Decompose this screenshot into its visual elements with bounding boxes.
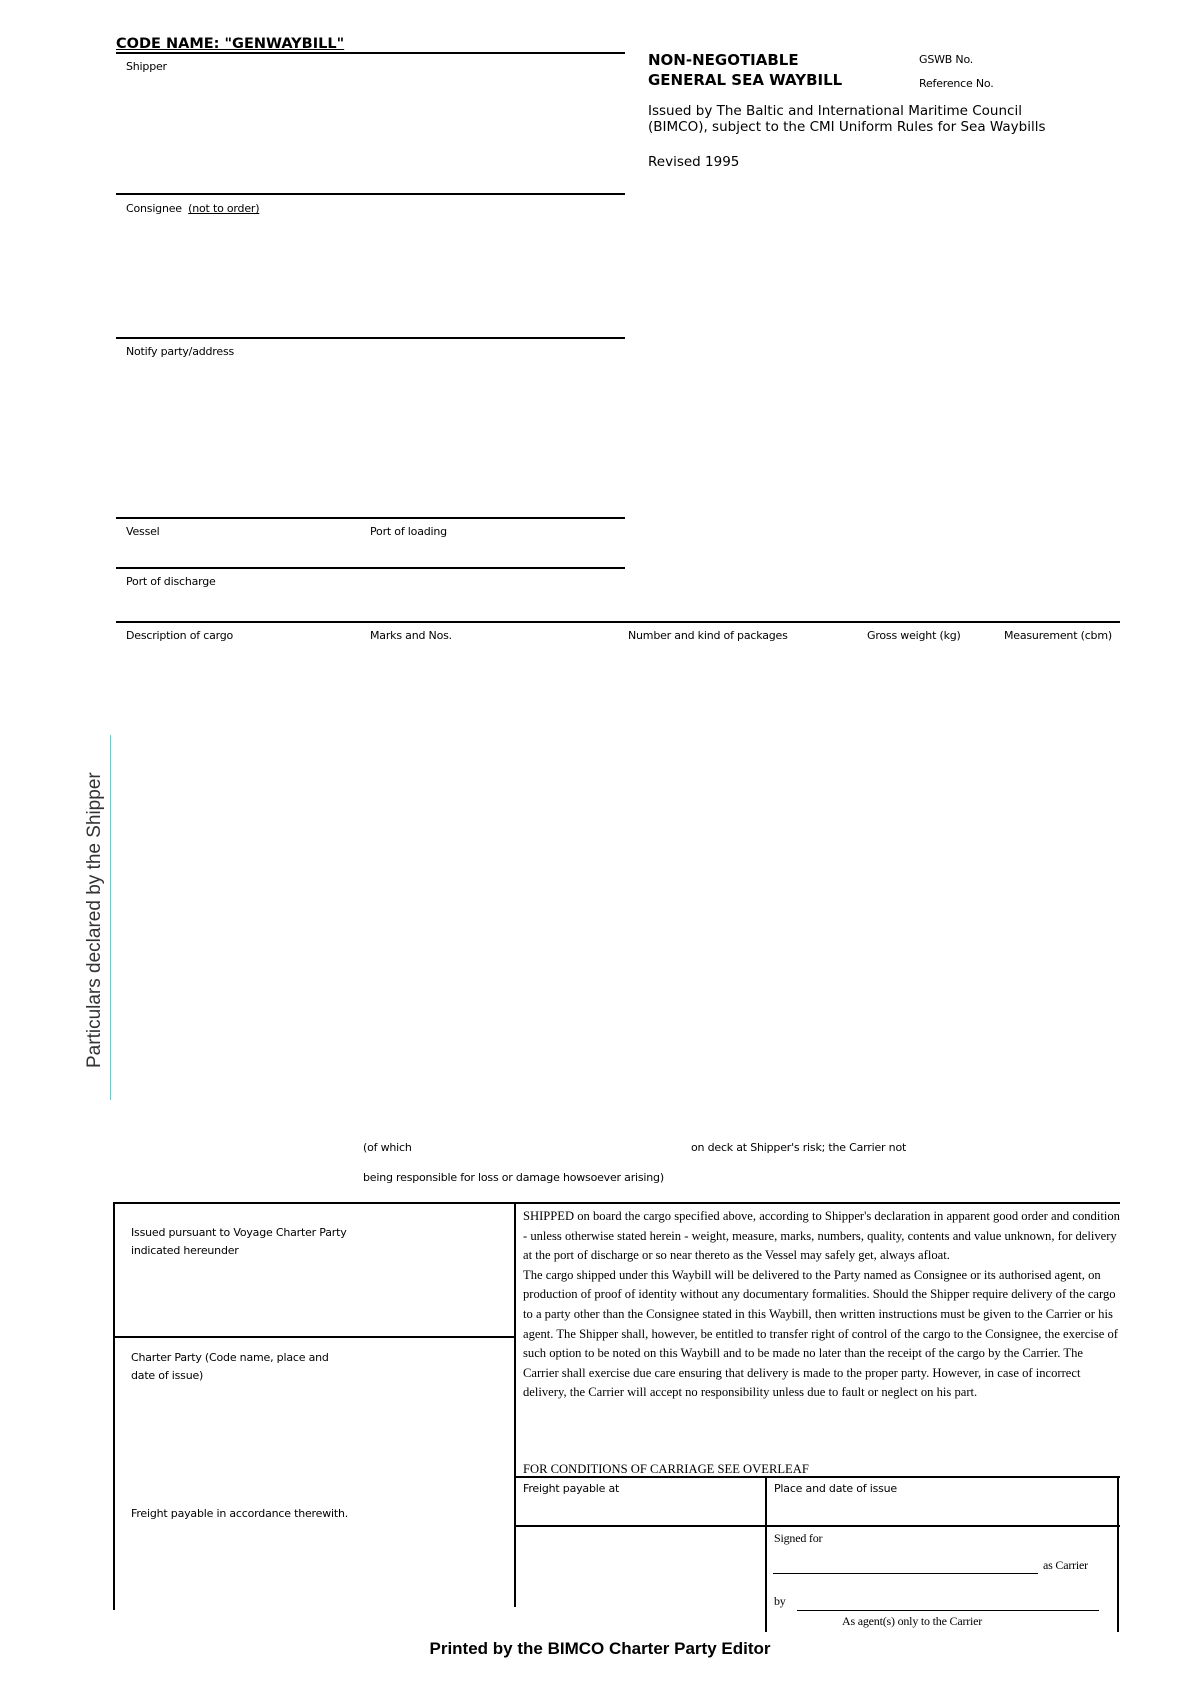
shipped-paragraph: SHIPPED on board the cargo specified above, according to Shipper's declaration in apparent good order and condition - unless otherwise stated herein - weight, measure, marks, numbers, quality, contents and value unknown, for delivery at the port of discharge or so near thereto as the Vessel may safely get, always afloat.: [523, 1209, 1120, 1263]
freight-payable-at-label: Freight payable at: [523, 1482, 620, 1495]
lower-top-rule: [113, 1202, 1120, 1204]
gswb-no-label: GSWB No.: [919, 53, 974, 66]
port-of-loading-label: Port of loading: [370, 525, 447, 538]
freight-box-divider: [765, 1476, 767, 1632]
discharge-top-rule: [116, 567, 625, 569]
issued-pursuant-label: [131, 1224, 347, 1260]
printed-by-footer: Printed by the BIMCO Charter Party Editor: [429, 1639, 771, 1658]
consignee-label-text: Consignee: [126, 202, 182, 215]
lower-middle-border: [514, 1202, 516, 1607]
charter-party-line1: Charter Party (Code name, place and: [131, 1351, 329, 1364]
particulars-side-label: Particulars declared by the Shipper: [84, 772, 105, 1068]
responsibility-text: being responsible for loss or damage howsoever arising): [363, 1171, 664, 1184]
side-accent-line: [110, 735, 111, 1100]
as-agents-label: As agent(s) only to the Carrier: [842, 1614, 983, 1628]
place-date-issue-label: Place and date of issue: [774, 1482, 897, 1495]
issued-pursuant-line2: indicated hereunder: [131, 1244, 239, 1257]
by-label: by: [774, 1594, 786, 1608]
by-signature-line[interactable]: [797, 1610, 1099, 1611]
cargo-top-rule: [116, 621, 1120, 623]
of-which-text: (of which: [363, 1141, 412, 1154]
column-gross-weight: Gross weight (kg): [867, 629, 961, 642]
consignee-label: [126, 202, 259, 215]
port-of-discharge-label: Port of discharge: [126, 575, 216, 588]
lower-left-border: [113, 1202, 115, 1610]
delivery-paragraph: The cargo shipped under this Waybill will be delivered to the Party named as Consignee or its authorised agent, on production of proof of identity without any documentary formalities. Should the Shipper require delivery of the cargo to a party other than the Consignee stated in this Waybill, then written instructions must be given to the Carrier or his agent. The Shipper shall, however, be entitled to transfer right of control of the cargo to the Consignee, the exercise of such option to be noted on this Waybill and to be made no later than the receipt of the cargo by the Carrier. The Carrier shall exercise due care ensuring that delivery is made to the proper party. However, in case of incorrect delivery, the Carrier will accept no responsibility unless due to fault or neglect on his part.: [523, 1267, 1118, 1400]
issued-by-line1: Issued by The Baltic and International Maritime Council: [648, 103, 1022, 119]
waybill-title-line1: NON-NEGOTIABLE: [648, 51, 799, 69]
conditions-overleaf: FOR CONDITIONS OF CARRIAGE SEE OVERLEAF: [523, 1462, 809, 1476]
issued-by-text: [648, 103, 1045, 135]
freight-payable-accordance: Freight payable in accordance therewith.: [131, 1507, 349, 1520]
consignee-top-rule: [116, 193, 625, 195]
shipper-label: Shipper: [126, 60, 167, 73]
issued-pursuant-line1: Issued pursuant to Voyage Charter Party: [131, 1226, 347, 1239]
charter-party-label: [131, 1349, 329, 1385]
column-description: Description of cargo: [126, 629, 234, 642]
signed-box-top-rule: [514, 1525, 1120, 1527]
charter-party-top-rule: [113, 1336, 516, 1338]
charter-party-line2: date of issue): [131, 1369, 204, 1382]
shipper-top-rule: [116, 52, 625, 54]
notify-party-label: Notify party/address: [126, 345, 235, 358]
signed-for-label: Signed for: [774, 1531, 823, 1545]
waybill-title-line2: GENERAL SEA WAYBILL: [648, 71, 843, 89]
vessel-label: Vessel: [126, 525, 160, 538]
consignee-note: (not to order): [188, 202, 260, 215]
issued-by-line2: (BIMCO), subject to the CMI Uniform Rules for Sea Waybills: [648, 119, 1046, 135]
as-carrier-label: as Carrier: [1043, 1558, 1088, 1572]
freight-box-top-rule: [514, 1476, 1120, 1478]
vessel-top-rule: [116, 517, 625, 519]
column-packages: Number and kind of packages: [628, 629, 788, 642]
code-name: CODE NAME: "GENWAYBILL": [116, 36, 345, 52]
freight-box-right-border: [1117, 1476, 1119, 1632]
notify-top-rule: [116, 337, 625, 339]
revised-text: Revised 1995: [648, 154, 740, 170]
reference-no-label: Reference No.: [919, 77, 994, 90]
signed-for-line[interactable]: [773, 1573, 1038, 1574]
shipped-clause: [523, 1207, 1120, 1403]
on-deck-text: on deck at Shipper's risk; the Carrier not: [691, 1141, 907, 1154]
column-measurement: Measurement (cbm): [1004, 629, 1112, 642]
column-marks: Marks and Nos.: [370, 629, 452, 642]
